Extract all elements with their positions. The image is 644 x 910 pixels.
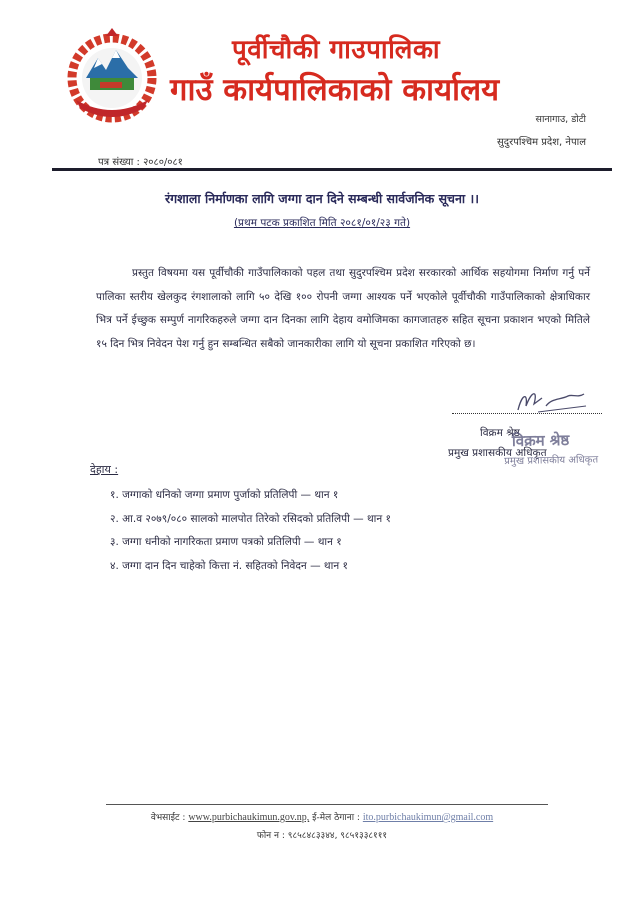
list-item: २. आ.व २०७९/०८० सालको मालपोत तिरेको रसिदको प्रतिलिपी — थान १ — [110, 512, 392, 525]
footer-phone: फोन न : ९८५८४८३३४४, ९८५१३३८१११ — [256, 831, 388, 841]
notice-body: प्रस्तुत विषयमा यस पूर्वीचौकी गाउँपालिकाको पहल तथा सुदुरपश्चिम प्रदेश सरकारको आर्थिक सहयोगमा निर्माण गर्नु पर्ने पालिका स्तरीय खेलकुद रंगशालाको लागि ५० देखि १०० रोपनी जग्गा आश्यक पर्ने भएकोले पूर्वीचौकी गाउँपालिकाको क्षेत्राधिकार भित्र पर्ने ईच्छुक सम्पुर्ण नागरिकहरुले जग्गा दान दिनका लागि देहाय वमोजिमका कागजातहरु सहित सूचना प्रकाशन भएको मितिले १५ दिन भित्र निवेदन पेश गर्नु हुन सम्बन्धित सबैको जानकारीका लागि यो सूचना प्रकाशित गरिएको छ। — [96, 267, 590, 350]
published-date — [0, 216, 644, 230]
enclosures-heading: देहाय : — [90, 463, 119, 476]
list-item: १. जग्गाको धनिको जग्गा प्रमाण पुर्जाको प्रतिलिपी — थान १ — [110, 489, 339, 501]
signer-title: प्रमुख प्रशासकीय अधिकृत — [448, 447, 547, 459]
municipality-title: पूर्वीचौकी गाउपालिका — [232, 35, 441, 65]
footer-divider — [106, 804, 548, 805]
notice-subject: रंगशाला निर्माणका लागि जग्गा दान दिने सम्बन्धी सार्वजनिक सूचना ।। — [165, 191, 479, 206]
stamp-title: प्रमुख प्रशासकीय अधिकृत — [504, 454, 599, 468]
header-divider — [52, 168, 612, 171]
published-date-text: (प्रथम पटक प्रकाशित मिति २०८१/०१/२३ गते) — [233, 217, 411, 229]
list-item: ४. जग्गा दान दिन चाहेको कित्ता नं. सहितको निवेदन — थान १ — [110, 559, 348, 572]
signature-scribble — [512, 384, 592, 420]
stamp-name: विक्रम श्रेष्ठ — [511, 431, 570, 451]
nepal-emblem-icon — [64, 28, 160, 124]
email-link[interactable]: ito.purbichaukimun@gmail.com — [362, 812, 494, 823]
address-line-2: सुदुरपश्चिम प्रदेश, नेपाल — [497, 137, 586, 148]
signature-line — [452, 413, 602, 414]
signer-name: विक्रम श्रेष्ठ — [480, 427, 520, 439]
website-link[interactable]: www.purbichaukimun.gov.np, — [188, 812, 310, 823]
website-label: वेभसाईट : — [150, 813, 186, 823]
footer-contact — [0, 810, 644, 823]
email-label: ई-मेल ठेगाना : — [312, 813, 360, 823]
reference-number: पत्र संख्या : २०८०/०८१ — [98, 157, 183, 168]
list-item: ३. जग्गा धनीको नागरिकता प्रमाण पत्रको प्रतिलिपी — थान १ — [110, 536, 342, 548]
enclosures-list — [110, 484, 590, 578]
official-stamp — [500, 419, 641, 473]
office-title: गाउँ कार्यपालिकाको कार्यालय — [170, 72, 500, 108]
address-line-1: सानागाउ, डोटी — [535, 114, 586, 125]
